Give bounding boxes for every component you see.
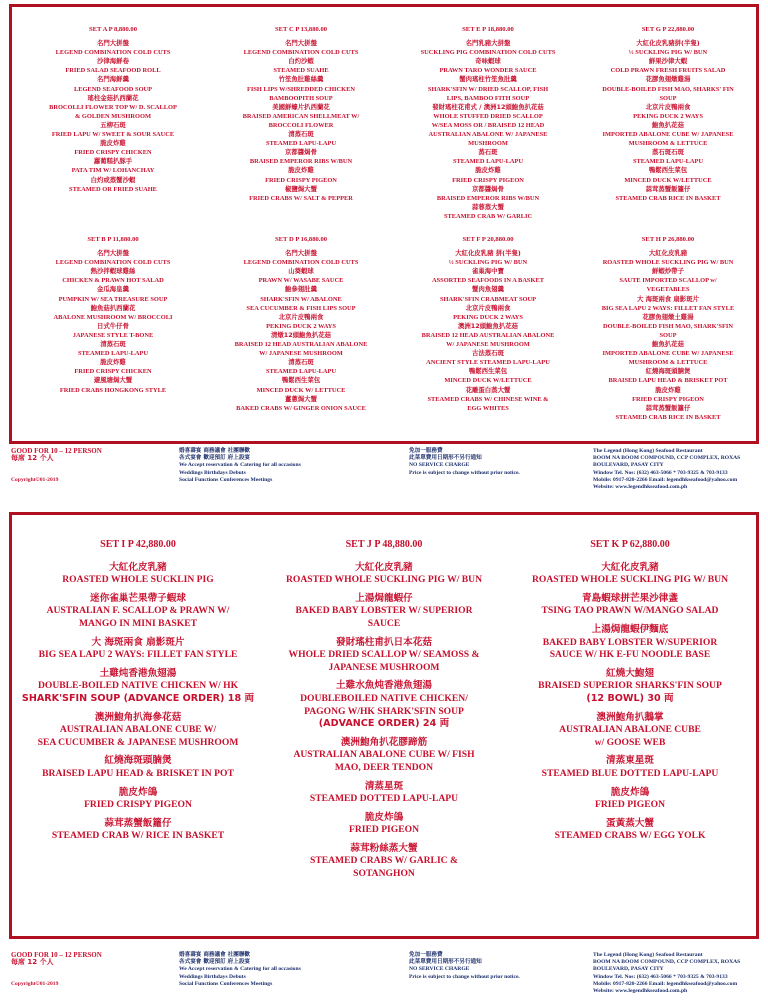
- dish-name-english: EGG WHITES: [467, 404, 509, 412]
- dish-item: [508, 755, 752, 780]
- footer-block: [409, 952, 520, 981]
- dish-name-chinese: 古法蒸石斑: [472, 349, 504, 358]
- dish-item: [508, 787, 752, 812]
- dish-name-chinese: 脆皮炸雞: [288, 166, 314, 175]
- dish-name-chinese: 白灼沙蝦: [288, 57, 314, 66]
- dish-name-chinese: 鮑魚扒花菇: [652, 120, 684, 129]
- menu-set: [30, 25, 196, 194]
- dish-item: [508, 712, 752, 750]
- dish-name-chinese: 金瓜海皇羹: [97, 285, 129, 294]
- set-title: SET G P 22,880.00: [641, 26, 695, 33]
- dish-name-english: MUSHROOM: [468, 140, 508, 148]
- dish-name-english: STEAMED DOTTED LAPU-LAPU: [309, 793, 459, 805]
- footer-copyright: Copyright©01-2019: [11, 476, 59, 483]
- dish-name-english: SOTANGHON: [353, 868, 415, 880]
- dish-name-english: STEAMED LAPU-LAPU: [265, 140, 337, 148]
- dish-name-english: W/ JAPANESE MUSHROOM: [446, 341, 530, 349]
- dish-name-chinese: 五柳石斑: [100, 120, 126, 129]
- set-title: SET A P 8,880.00: [88, 26, 138, 33]
- dish-name-chinese: 脆皮炸雞: [100, 358, 126, 367]
- footer-occ-en2: Social Functions Conferences Meetings: [179, 980, 273, 987]
- dish-name-chinese: 澳洲鮑角扒海參花菇: [94, 711, 182, 723]
- dish-name-chinese: 鮮蝦炒帶子: [652, 267, 684, 276]
- dish-name-english: SAUCE W/ HK E-FU NOODLE BASE: [549, 649, 711, 661]
- dish-name-english: BROCCOLI FLOWER: [268, 121, 334, 129]
- dish-name-english: ANCIENT STYLE STEAMED LAPU-LAPU: [426, 359, 550, 367]
- dish-name-english: TSING TAO PRAWN W/MANGO SALAD: [541, 605, 719, 617]
- bottom-menu-panel: [9, 512, 759, 939]
- footer-rest-mobile: Mobile: 0917-820-2266 Email: legendhkseafood@yahoo.com: [593, 980, 738, 987]
- dish-name-chinese: 蒜茸蒸蟹飯籮仔: [645, 403, 691, 412]
- dish-item: [508, 593, 752, 618]
- dish-name-chinese: 脆皮炸鴿: [610, 786, 650, 798]
- dish-name-chinese: 京都醬焗骨: [472, 184, 504, 193]
- dish-name-chinese: 清蒸石斑: [288, 358, 314, 367]
- footer-copyright: Copyright©01-2019: [11, 980, 59, 987]
- footer-good-for: GOOD FOR 10 – 12 PERSON: [11, 447, 102, 455]
- dish-name-english: ROASTED WHOLE SUCKLING PIG W/ BUN: [602, 259, 734, 267]
- dish-name-english: BRAISED AMERICAN SHELLMEAT W/: [242, 112, 360, 120]
- dish-name-english: BAMBOOPITH SOUP: [269, 94, 333, 102]
- dish-item: [16, 787, 260, 812]
- dish-name-english: SOUP: [659, 331, 677, 339]
- dish-item: [16, 712, 260, 750]
- dish-name-english: MINCED DUCK W/LETTUCE: [444, 377, 532, 385]
- dish-name-chinese: 紅燒大鮑翅: [606, 667, 654, 679]
- dish-name-chinese: 大紅化皮乳豬: [355, 561, 413, 573]
- dish-name-english: BIG SEA LAPU 2 WAYS: FILLET FAN STYLE: [38, 649, 238, 661]
- footer-accept: We Accept reservation & Catering for all occasions: [179, 462, 301, 469]
- dish-name-english: FRIED PIGEON: [348, 824, 420, 836]
- dish-name-english: LEGEND COMBINATION COLD CUTS: [55, 259, 171, 267]
- footer-good-for-zh: 每席 12 个人: [11, 958, 54, 967]
- footer-block: [593, 952, 740, 995]
- footer-charge-en2: Price is subject to change without prior notice.: [409, 973, 520, 980]
- dish-item: [262, 843, 506, 881]
- footer-charge-zh1: 免加一服務費: [409, 448, 443, 454]
- dish-name-chinese: 大紅化皮乳豬拼(半隻): [636, 39, 700, 48]
- set-title: SET C P 13,880.00: [274, 26, 328, 33]
- dish-name-english: VEGETABLES: [646, 286, 690, 294]
- dish-name-english: COLD PRAWN FRESH FRUITS SALAD: [610, 67, 726, 75]
- dish-name-chinese: 名門乳豬大拼盤: [465, 39, 511, 48]
- dish-name-chinese: 發財瑤柱甫扒日本花菇: [336, 636, 432, 648]
- top-menu-panel: [9, 4, 759, 444]
- dish-name-chinese: 鴨鬆西生菜包: [281, 376, 321, 385]
- dish-name-chinese: (ADVANCE ORDER) 24 両: [318, 718, 450, 730]
- dish-name-chinese: 大 海斑兩食 扇影斑片: [637, 294, 699, 303]
- dish-name-chinese: 蟹肉魚翅羹: [472, 285, 504, 294]
- dish-name-chinese: 蒜蓉蒸大蟹: [472, 202, 504, 211]
- dish-name-english: JAPANESE MUSHROOM: [328, 661, 440, 673]
- dish-name-english: ABALONE MUSHROOM W/ BROCCOLI: [53, 313, 173, 321]
- dish-item: [16, 755, 260, 780]
- dish-name-english: SUCKLING PIG COMBINATION COLD CUTS: [420, 49, 556, 57]
- dish-name-chinese: 白灼或蒸蟹沙蝦: [90, 175, 136, 184]
- dish-name-english: STEAMED CRABS W/ CHINESE WINE &: [427, 395, 549, 403]
- dish-name-chinese: 鮑魚菇扒西蘭花: [90, 303, 136, 312]
- dish-name-english: FRIED CRISPY PIGEON: [452, 176, 524, 184]
- dish-name-english: MINCED DUCK W/ LETTUCE: [256, 386, 346, 394]
- dish-name-english: SHARK'SFIN W/ DRIED SCALLOP, FISH: [427, 85, 549, 93]
- dish-name-english: BIG SEA LAPU 2 WAYS: FILLET FAN STYLE: [601, 304, 735, 312]
- dish-name-english: LEGEND COMBINATION COLD CUTS: [243, 259, 359, 267]
- dish-item: [16, 668, 260, 706]
- dish-name-english: MUSHROOM & LETTUCE: [628, 359, 708, 367]
- set-title: SET H P 26,880.00: [641, 236, 695, 243]
- dish-name-chinese: 沙律海鮮卷: [97, 57, 129, 66]
- dish-name-chinese: 脆皮炸鴿: [118, 786, 158, 798]
- footer-occasions-zh1: 婚喜壽宴 商務議會 社團聯歡: [179, 448, 251, 454]
- dish-name-chinese: 花膠魚翅燉雞湯: [645, 75, 691, 84]
- menu-set: [262, 539, 506, 887]
- set-title: SET E P 18,880.00: [462, 26, 514, 33]
- dish-name-chinese: 名門大拼盤: [285, 39, 317, 48]
- dish-name-chinese: 北京片皮鴨兩食: [465, 303, 511, 312]
- footer-rest-tel: Window Tel. Nos: (632) 463-5066 * 703-9325 & 703-9133: [593, 973, 728, 980]
- dish-name-english: ROASTED WHOLE SUCKLING PIG W/ BUN: [285, 574, 483, 586]
- dish-name-chinese: 澳洲12頭鮑魚扒花菇: [457, 321, 519, 330]
- dish-name-chinese: 蒸石斑石斑: [652, 148, 684, 157]
- dish-name-english: BROCOLLI FLOWER TOP W/ D. SCALLOP: [49, 103, 177, 111]
- dish-name-chinese: 鮮果沙律大蝦: [648, 57, 688, 66]
- dish-name-english: LEGEND COMBINATION COLD CUTS: [55, 49, 171, 57]
- dish-name-english: STEAMED CRAB RICE IN BASKET: [615, 194, 721, 202]
- menu-set: [508, 539, 752, 849]
- dish-name-chinese: 北京片皮鴨兩食: [645, 102, 691, 111]
- dish-item: [262, 593, 506, 631]
- dish-name-chinese: 大紅化皮乳豬: [109, 561, 167, 573]
- dish-name-english: STEAMED SUAHE: [273, 67, 329, 75]
- dish-name-chinese: 名門大拼盤: [97, 39, 129, 48]
- dish-name-chinese: 大 海斑兩食 扇影斑片: [91, 636, 185, 648]
- dish-name-chinese: 薑蔥焗大蟹: [285, 394, 317, 403]
- dish-name-english: LEGEND SEAFOOD SOUP: [73, 85, 153, 93]
- dish-name-english: SHARK'SFIN CRABMEAT SOUP: [440, 295, 536, 303]
- footer-rest-tel: Window Tel. Nos: (632) 463-5066 * 703-9325 & 703-9133: [593, 469, 728, 476]
- footer-block: [179, 952, 301, 988]
- dish-name-english: W/SEA MOSS OR / BRAISED 12 HEAD: [431, 121, 545, 129]
- dish-item: [262, 680, 506, 730]
- dish-name-english: DOUBLE-BOILED FISH MAO, SHARK'SFIN: [603, 322, 733, 330]
- set-title: SET I P 42,880.00: [100, 539, 176, 550]
- dish-name-english: STEAMED CRABS W/ EGG YOLK: [554, 830, 706, 842]
- set-title: SET F P 20,880.00: [462, 236, 514, 243]
- footer-occasions-zh1: 婚喜壽宴 商務議會 社團聯歡: [179, 952, 251, 958]
- dish-name-english: SOUP: [659, 94, 677, 102]
- dish-name-chinese: 脆皮炸雞: [475, 166, 501, 175]
- dish-name-english: AUSTRALIAN ABALONE CUBE: [559, 724, 701, 736]
- menu-set: [218, 25, 384, 203]
- dish-name-chinese: 清蒸石斑: [100, 340, 126, 349]
- dish-name-chinese: 北京片皮鴨兩食: [278, 312, 324, 321]
- dish-name-chinese: SHARK'SFIN SOUP (ADVANCE ORDER) 18 両: [21, 692, 255, 704]
- dish-name-english: WHOLE DRIED SCALLOP W/ SEAMOSS &: [288, 649, 480, 661]
- footer-block: [11, 952, 102, 988]
- dish-name-chinese: 山葵蝦球: [288, 267, 314, 276]
- footer-charge-en1: NO SERVICE CHARGE: [409, 966, 470, 973]
- dish-name-english: SEA CUCUMBER & JAPANESE MUSHROOM: [37, 736, 239, 748]
- dish-name-english: MAO, DEER TENDON: [334, 761, 434, 773]
- dish-name-chinese: 青島蝦球拼芒果沙律盞: [582, 592, 678, 604]
- dish-name-english: SEA CUCUMBER & FISH LIPS SOUP: [246, 304, 356, 312]
- dish-name-english: BRAISED LAPU HEAD & BRISKET POT: [608, 377, 728, 385]
- dish-name-english: BRAISED EMPEROR RIBS W/BUN: [249, 158, 353, 166]
- footer-occ-en2: Social Functions Conferences Meetings: [179, 476, 273, 483]
- dish-name-english: SAUCE: [367, 617, 401, 629]
- dish-item: [16, 818, 260, 843]
- dish-name-chinese: 清蒸東星斑: [606, 755, 654, 767]
- dish-name-english: BAKED BABY LOBSTER W/ SUPERIOR: [295, 605, 473, 617]
- dish-name-english: PATA TIM W/ LOHANCHAY: [71, 167, 155, 175]
- dish-name-english: JAPANESE STYLE T-BONE: [72, 331, 154, 339]
- dish-name-chinese: 上湯焗龍蝦伊麵底: [591, 623, 669, 635]
- footer-charge-en1: NO SERVICE CHARGE: [409, 462, 470, 469]
- dish-name-chinese: 蒸石斑: [478, 148, 498, 157]
- footer-good-for: GOOD FOR 10 – 12 PERSON: [11, 951, 102, 959]
- dish-item: [16, 593, 260, 631]
- footer-charge-zh1: 免加一服務費: [409, 952, 443, 958]
- footer-occasions-zh2: 各式宴會 歡迎預訂 府上設宴: [179, 959, 251, 966]
- dish-name-english: BRAISED 12 HEAD AUSTRALIAN ABALONE: [421, 331, 555, 339]
- dish-name-english: STEAMED OR FRIED SUAHE: [69, 185, 157, 193]
- dish-name-english: FISH LIPS W/SHREDDED CHICKEN: [246, 85, 355, 93]
- dish-item: [262, 737, 506, 775]
- dish-name-chinese: 美國鮮蠔片扒西蘭花: [272, 102, 330, 111]
- dish-item: [262, 637, 506, 675]
- dish-name-chinese: 竹笙魚肚雞絲羹: [278, 75, 324, 84]
- footer-rest-web: Website: www.legendhkseafood.com.ph: [593, 484, 688, 491]
- dish-name-english: DOUBLEBOILED NATIVE CHICKEN/: [300, 692, 468, 704]
- menu-set: [402, 235, 574, 413]
- dish-name-english: W/ JAPANESE MUSHROOM: [259, 350, 343, 358]
- dish-name-chinese: 蒜茸蒸蟹飯籮仔: [645, 184, 691, 193]
- dish-name-english: FRIED SALAD SEAFOOD ROLL: [65, 67, 161, 75]
- dish-name-english: PRAWN TARO WONDER SAUCE: [439, 67, 537, 75]
- footer-good-for-zh: 每席 12 个人: [11, 454, 54, 463]
- footer-rest-web: Website: www.legendhkseafood.com.ph: [593, 988, 688, 995]
- dish-name-english: BRAISED EMPEROR RIBS W/BUN: [436, 194, 540, 202]
- dish-name-english: DOUBLE-BOILED FISH MAO, SHARKS' FIN: [602, 85, 734, 93]
- dish-name-english: SHARK'SFIN W/ ABALONE: [260, 295, 342, 303]
- dish-name-english: PRAWN W/ WASABE SAUCE: [258, 277, 344, 285]
- dish-name-english: w/ GOOSE WEB: [594, 736, 666, 748]
- dish-name-chinese: 迷你雀巢芒果帶子蝦球: [90, 592, 186, 604]
- dish-name-chinese: 鴨鬆西生菜包: [468, 367, 508, 376]
- dish-name-chinese: 奇味蝦球: [475, 57, 501, 66]
- dish-name-english: STEAMED CRAB W/ RICE IN BASKET: [51, 830, 225, 842]
- set-title: SET D P 16,880.00: [274, 236, 328, 243]
- dish-name-english: WHOLE STUFFED DRIED SCALLOP: [433, 112, 543, 120]
- footer-occasions-zh2: 各式宴會 歡迎預訂 府上設宴: [179, 455, 251, 462]
- footer-occ-en1: Weddings Birthdays Debuts: [179, 469, 246, 476]
- dish-name-chinese: 椒鹽焗大蟹: [285, 184, 317, 193]
- dish-name-chinese: 鮑魚扒花菇: [652, 340, 684, 349]
- dish-name-chinese: 清蒸石斑: [288, 130, 314, 139]
- dish-name-english: PEKING DUCK 2 WAYS: [453, 313, 523, 321]
- dish-name-chinese: 蘿蔔糕扒豚手: [93, 157, 133, 166]
- dish-item: [16, 562, 260, 587]
- dish-name-english: BRAISED LAPU HEAD & BRISKET IN POT: [42, 767, 234, 779]
- footer-charge-zh2: 此菜單費用日期形不另行通知: [409, 959, 482, 966]
- dish-name-english: AUSTRALIAN ABALONE CUBE W/ FISH: [293, 749, 475, 761]
- footer-rest-addr1: BOOM NA BOOM COMPOUND, CCP COMPLEX, ROXAS: [593, 959, 741, 966]
- dish-name-english: FRIED CRISPY PIGEON: [84, 799, 192, 811]
- dish-name-english: STEAMED LAPU-LAPU: [77, 350, 149, 358]
- dish-name-chinese: 花膠魚翅燉土雞湯: [642, 312, 694, 321]
- dish-name-english: MINCED DUCK W/LETTUCE: [624, 176, 712, 184]
- dish-name-chinese: 上湯焗龍蝦仔: [355, 592, 413, 604]
- dish-name-english: FRIED CRISPY PIGEON: [632, 395, 704, 403]
- dish-name-english: FRIED CRABS HONGKONG STYLE: [59, 386, 167, 394]
- dish-name-english: ASSORTED SEAFOODS IN A BASKET: [431, 277, 544, 285]
- dish-name-chinese: 花雕蛋白蒸大蟹: [465, 385, 511, 394]
- menu-set: [402, 25, 574, 221]
- dish-name-english: PEKING DUCK 2 WAYS: [633, 112, 703, 120]
- dish-name-english: AUSTRALIAN ABALONE W/ JAPANESE: [428, 131, 548, 139]
- menu-set: [587, 235, 749, 422]
- dish-name-english: LEGEND COMBINATION COLD CUTS: [243, 49, 359, 57]
- dish-name-english: FRIED CRABS W/ SALT & PEPPER: [249, 194, 353, 202]
- dish-name-chinese: (12 BOWL) 30 両: [586, 692, 674, 704]
- dish-name-chinese: 蒜茸粉絲蒸大蟹: [350, 842, 418, 854]
- footer-top: [9, 448, 759, 498]
- dish-name-english: ROASTED WHOLE SUCKLIN PIG: [62, 574, 214, 586]
- menu-set: [30, 235, 196, 395]
- dish-name-chinese: 清蒸星斑: [364, 780, 404, 792]
- footer-occ-en1: Weddings Birthdays Debuts: [179, 973, 246, 980]
- dish-name-english: STEAMED LAPU-LAPU: [265, 368, 337, 376]
- dish-name-english: SAUTE IMPORTED SCALLOP w/: [619, 277, 717, 285]
- dish-name-english: STEAMED LAPU-LAPU: [632, 158, 704, 166]
- footer-bottom: [9, 952, 759, 1002]
- dish-name-chinese: 瑤柱金菇扒西蘭花: [87, 93, 139, 102]
- dish-item: [508, 624, 752, 662]
- footer-block: [409, 448, 520, 477]
- footer-block: [11, 448, 102, 484]
- dish-name-english: CHICKEN & PRAWN HOT SALAD: [62, 277, 164, 285]
- dish-item: [508, 562, 752, 587]
- footer-charge-en2: Price is subject to change without prior notice.: [409, 469, 520, 476]
- dish-name-english: & GOLDEN MUSHROOM: [75, 112, 151, 120]
- dish-name-chinese: 清燉12頭鮑魚扒花菇: [270, 330, 332, 339]
- menu-set: [16, 539, 260, 849]
- footer-rest-name: The Legend (Hong Kong) Seafood Restaurant: [593, 952, 703, 958]
- footer-block: [179, 448, 301, 484]
- dish-name-english: ½ SUCKLING PIG W/ BUN: [628, 49, 708, 57]
- dish-name-english: FRIED CRISPY CHICKEN: [74, 149, 152, 157]
- dish-name-chinese: 京都醬焗骨: [285, 148, 317, 157]
- dish-name-english: MANGO IN MINI BASKET: [78, 617, 198, 629]
- footer-rest-addr2: BOULEVARD, PASAY CITY: [593, 966, 664, 973]
- dish-name-chinese: 鮑參翅肚羹: [285, 285, 317, 294]
- dish-item: [508, 818, 752, 843]
- dish-name-chinese: 大紅化皮乳豬: [648, 249, 688, 258]
- dish-name-english: FRIED PIGEON: [594, 799, 666, 811]
- dish-item: [262, 781, 506, 806]
- dish-name-chinese: 熱沙拌蝦球雞絲: [90, 267, 136, 276]
- set-title: SET B P 11,880.00: [87, 236, 139, 243]
- set-title: SET J P 48,880.00: [345, 539, 423, 550]
- menu-set: [587, 25, 749, 203]
- dish-name-english: DOUBLE-BOILED NATIVE CHICKEN W/ HK: [37, 680, 239, 692]
- dish-name-chinese: 蟹肉瑤柱竹笙魚肚羹: [459, 75, 517, 84]
- dish-name-english: PAGONG W/HK SHARK'SFIN SOUP: [304, 705, 464, 717]
- footer-rest-name: The Legend (Hong Kong) Seafood Restaurant: [593, 448, 703, 454]
- dish-name-chinese: 鴨鬆西生菜包: [648, 166, 688, 175]
- footer-rest-addr2: BOULEVARD, PASAY CITY: [593, 462, 664, 469]
- dish-name-chinese: 土雞炖香港魚翅湯: [99, 667, 177, 679]
- dish-name-english: IMPORTED ABALONE CUBE W/ JAPANESE: [602, 350, 734, 358]
- footer-rest-addr1: BOOM NA BOOM COMPOUND, CCP COMPLEX, ROXAS: [593, 455, 741, 462]
- dish-name-english: ½ SUCKLING PIG W/ BUN: [448, 259, 528, 267]
- dish-name-english: FRIED CRISPY PIGEON: [265, 176, 337, 184]
- dish-name-chinese: 雀巢海中寶: [472, 267, 504, 276]
- dish-name-english: BRAISED SUPERIOR SHARKS'FIN SOUP: [538, 680, 722, 692]
- dish-name-chinese: 日式牛仔骨: [97, 321, 129, 330]
- dish-name-english: AUSTRALIAN ABALONE CUBE W/: [59, 724, 217, 736]
- dish-name-english: STEAMED BLUE DOTTED LAPU-LAPU: [541, 767, 719, 779]
- dish-name-english: STEAMED LAPU-LAPU: [452, 158, 524, 166]
- dish-name-english: BAKED BABY LOBSTER W/SUPERIOR: [542, 636, 718, 648]
- dish-name-chinese: 澳洲鮑角扒鵝掌: [596, 711, 664, 723]
- dish-name-english: FRIED CRISPY CHICKEN: [74, 368, 152, 376]
- dish-name-english: LIPS, BAMBOO FITH SOUP: [446, 94, 530, 102]
- dish-name-english: STEAMED CRABS W/ GARLIC &: [309, 855, 458, 867]
- footer-block: [593, 448, 740, 491]
- footer-charge-zh2: 此菜單費用日期形不另行通知: [409, 455, 482, 462]
- dish-name-chinese: 避風塘焗大蟹: [93, 376, 133, 385]
- footer-rest-mobile: Mobile: 0917-820-2266 Email: legendhkseafood@yahoo.com: [593, 476, 738, 483]
- dish-name-chinese: 發財瑤柱花甫式 / 澳洲12頭鮑魚扒花菇: [432, 102, 544, 111]
- dish-name-chinese: 蒜茸蒸蟹飯籮仔: [104, 817, 172, 829]
- dish-name-chinese: 大紅化皮乳豬: [601, 561, 659, 573]
- dish-name-chinese: 土雞水魚炖香港魚翅湯: [336, 680, 432, 692]
- set-title: SET K P 62,880.00: [590, 539, 670, 550]
- footer-accept: We Accept reservation & Catering for all occasions: [179, 966, 301, 973]
- dish-name-chinese: 名門海鮮羹: [97, 75, 129, 84]
- dish-name-english: ROASTED WHOLE SUCKLING PIG W/ BUN: [531, 574, 729, 586]
- dish-name-english: PUMPKIN W/ SEA TREASURE SOUP: [58, 295, 168, 303]
- dish-name-english: FRIED LAPU W/ SWEET & SOUR SAUCE: [51, 131, 175, 139]
- dish-name-chinese: 名門大拼盤: [285, 249, 317, 258]
- dish-name-english: PEKING DUCK 2 WAYS: [266, 322, 336, 330]
- dish-name-english: BAKED CRABS W/ GINGER ONION SAUCE: [236, 404, 366, 412]
- dish-name-english: BRAISED 12 HEAD AUSTRALIAN ABALONE: [234, 341, 368, 349]
- dish-name-english: MUSHROOM & LETTUCE: [628, 140, 708, 148]
- dish-name-chinese: 脆皮炸雞: [100, 139, 126, 148]
- dish-name-chinese: 紅燒海斑頭腩煲: [645, 367, 691, 376]
- dish-item: [508, 668, 752, 706]
- dish-name-english: IMPORTED ABALONE CUBE W/ JAPANESE: [602, 131, 734, 139]
- dish-name-english: STEAMED CRAB RICE IN BASKET: [615, 413, 721, 421]
- dish-item: [262, 562, 506, 587]
- dish-name-chinese: 脆皮炸鴿: [364, 811, 404, 823]
- dish-name-chinese: 大紅化皮乳豬 拼(半隻): [455, 249, 521, 258]
- dish-item: [16, 637, 260, 662]
- dish-name-chinese: 紅燒海斑頭腩煲: [104, 755, 172, 767]
- dish-name-chinese: 澳洲鮑角扒花膠蹄筋: [340, 736, 428, 748]
- dish-name-english: STEAMED CRAB W/ GARLIC: [443, 212, 533, 220]
- dish-name-chinese: 名門大拼盤: [97, 249, 129, 258]
- dish-name-chinese: 脆皮炸雞: [655, 385, 681, 394]
- dish-item: [262, 812, 506, 837]
- dish-name-chinese: 蛋黃蒸大蟹: [606, 817, 654, 829]
- menu-set: [218, 235, 384, 413]
- dish-name-english: AUSTRALIAN F. SCALLOP & PRAWN W/: [46, 605, 230, 617]
